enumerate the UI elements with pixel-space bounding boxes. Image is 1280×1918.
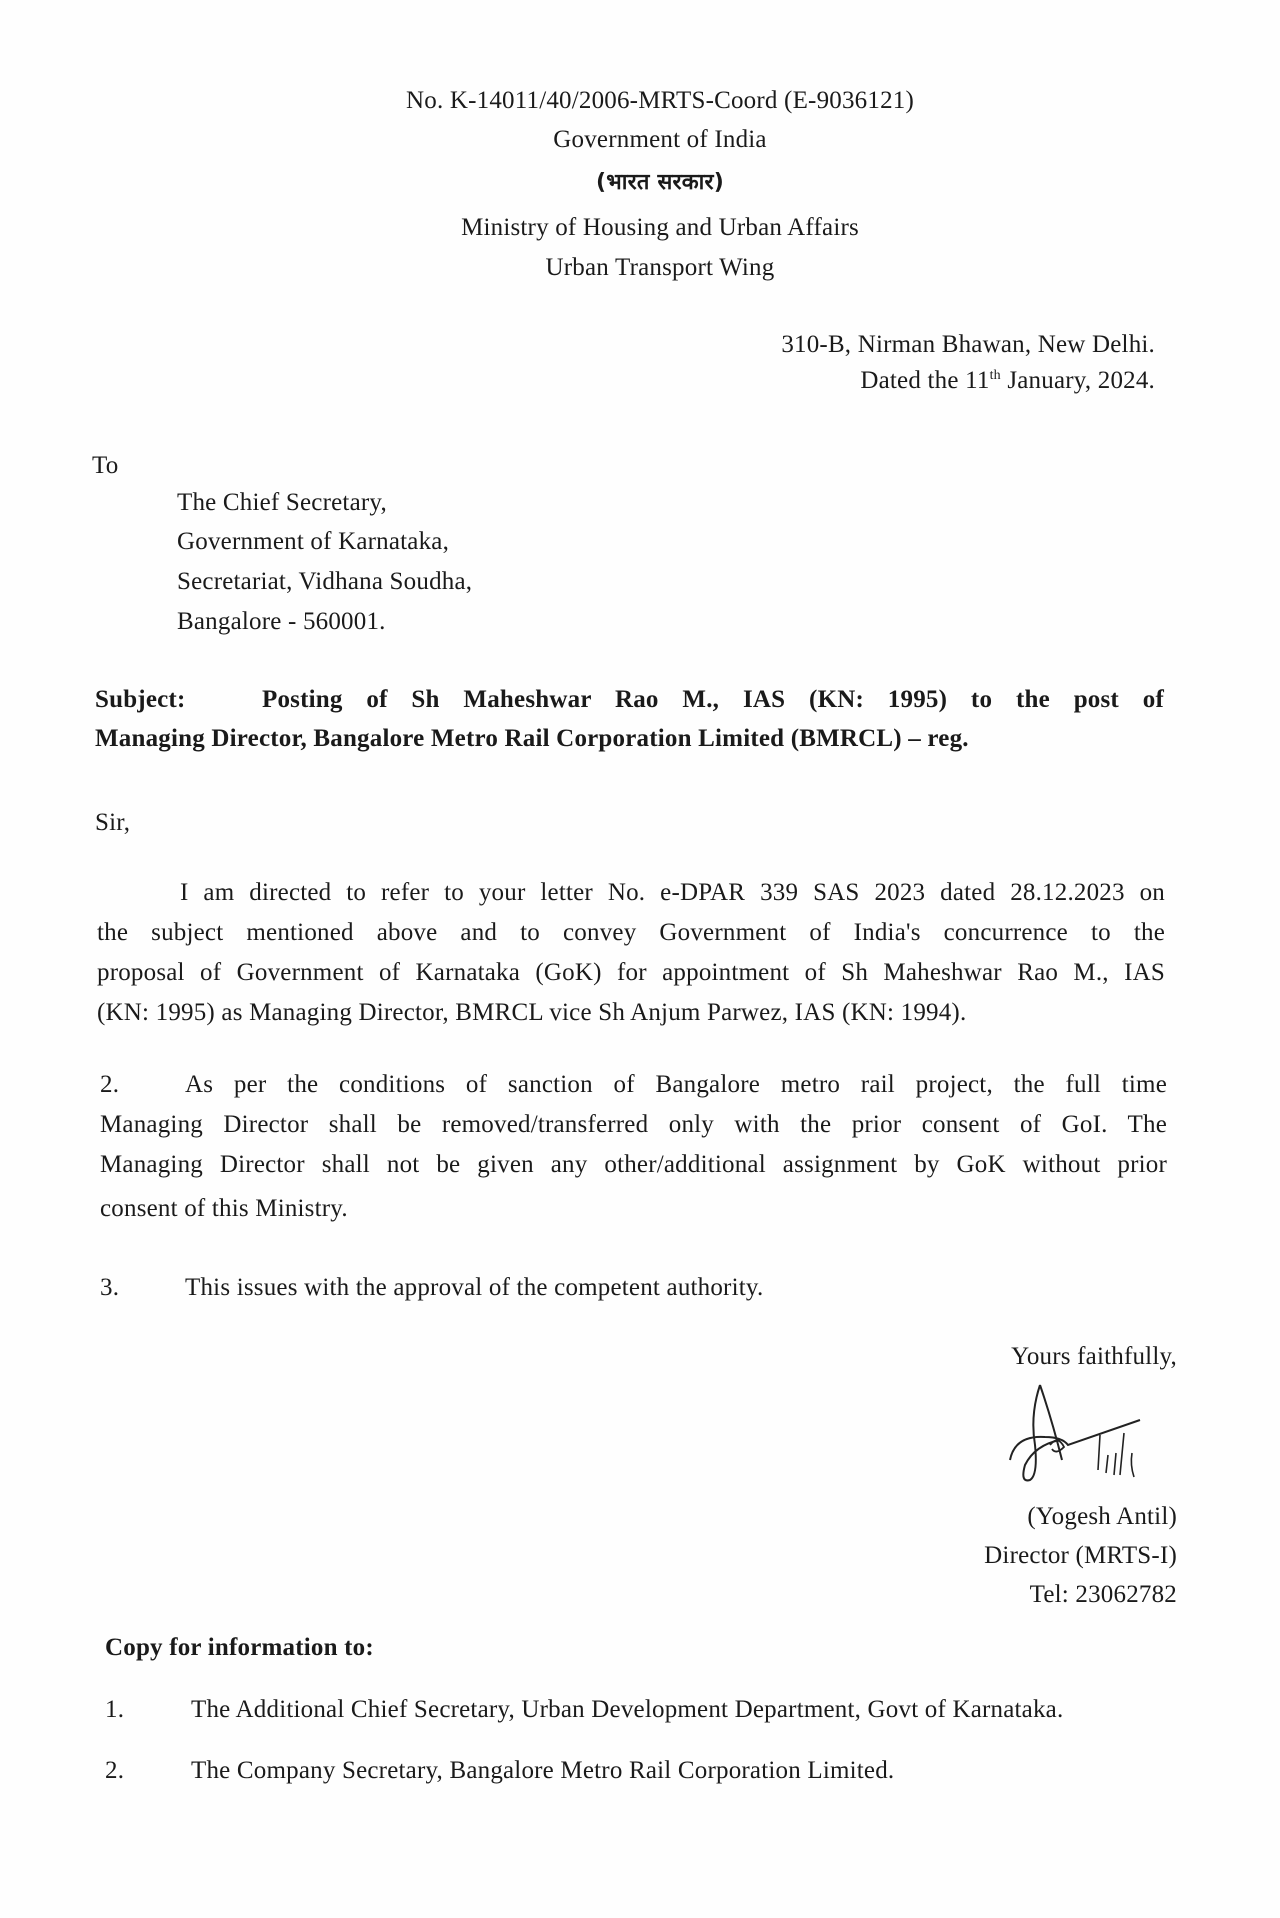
signatory-telephone: Tel: 23062782 [1029,1581,1177,1608]
salutation: Sir, [95,809,131,836]
copy-to-item-number: 1. [105,1696,125,1723]
wing-heading: Urban Transport Wing [545,254,775,281]
date-superscript: th [989,368,1001,383]
subject-label: Subject: [95,686,186,713]
paragraph-1-line: I am directed to refer to your letter No. e-DPAR 339 SAS 2023 dated 28.12.2023 on [180,879,1165,906]
signature-icon [990,1375,1170,1495]
to-label: To [92,452,119,479]
recipient-line: Secretariat, Vidhana Soudha, [177,568,473,595]
subject-line-1: Posting of Sh Maheshwar Rao M., IAS (KN: 1995) to the post of [262,686,1164,713]
paragraph-1-line: (KN: 1995) as Managing Director, BMRCL vice Sh Anjum Parwez, IAS (KN: 1994). [97,999,967,1026]
recipient-line: Government of Karnataka, [177,528,450,555]
copy-to-item-number: 2. [105,1757,125,1784]
paragraph-1-line: the subject mentioned above and to convey Government of India's concurrence to the [97,919,1165,946]
office-address: 310-B, Nirman Bhawan, New Delhi. [781,331,1155,358]
date-suffix: January, 2024. [1000,367,1155,394]
paragraph-2-line: Managing Director shall not be given any other/additional assignment by GoK without prior [100,1151,1167,1178]
copy-to-item-text: The Company Secretary, Bangalore Metro Rail Corporation Limited. [191,1757,895,1784]
copy-to-item [105,1756,894,1786]
reference-number: No. K-14011/40/2006-MRTS-Coord (E-9036121) [405,87,915,114]
ministry-heading: Ministry of Housing and Urban Affairs [461,214,859,241]
signatory-name: (Yogesh Antil) [1027,1503,1177,1530]
copy-to-item [105,1695,1063,1725]
signatory-designation: Director (MRTS-I) [984,1542,1177,1569]
paragraph-3-number: 3. [100,1274,120,1301]
subject-line-2: Managing Director, Bangalore Metro Rail Corporation Limited (BMRCL) – reg. [95,725,969,752]
paragraph-2-line: As per the conditions of sanction of Bangalore metro rail project, the full time [185,1071,1167,1098]
date-prefix: Dated the 11 [860,367,990,394]
valediction: Yours faithfully, [1011,1343,1177,1370]
paragraph-2-line: Managing Director shall be removed/transferred only with the prior consent of GoI. The [100,1111,1167,1138]
paragraph-1-line: proposal of Government of Karnataka (GoK) for appointment of Sh Maheshwar Rao M., IAS [97,959,1165,986]
recipient-line: The Chief Secretary, [177,489,387,516]
paragraph-2-number: 2. [100,1071,120,1098]
letter-date [860,366,1155,396]
copy-to-heading: Copy for information to: [105,1634,374,1661]
government-heading: Government of India [553,126,767,153]
copy-to-item-text: The Additional Chief Secretary, Urban Development Department, Govt of Karnataka. [191,1696,1064,1723]
paragraph-3-text: This issues with the approval of the competent authority. [185,1274,764,1301]
recipient-line: Bangalore - 560001. [177,608,386,635]
government-heading-hindi: (भारत सरकार) [596,170,724,195]
paragraph-2-line: consent of this Ministry. [100,1195,348,1222]
